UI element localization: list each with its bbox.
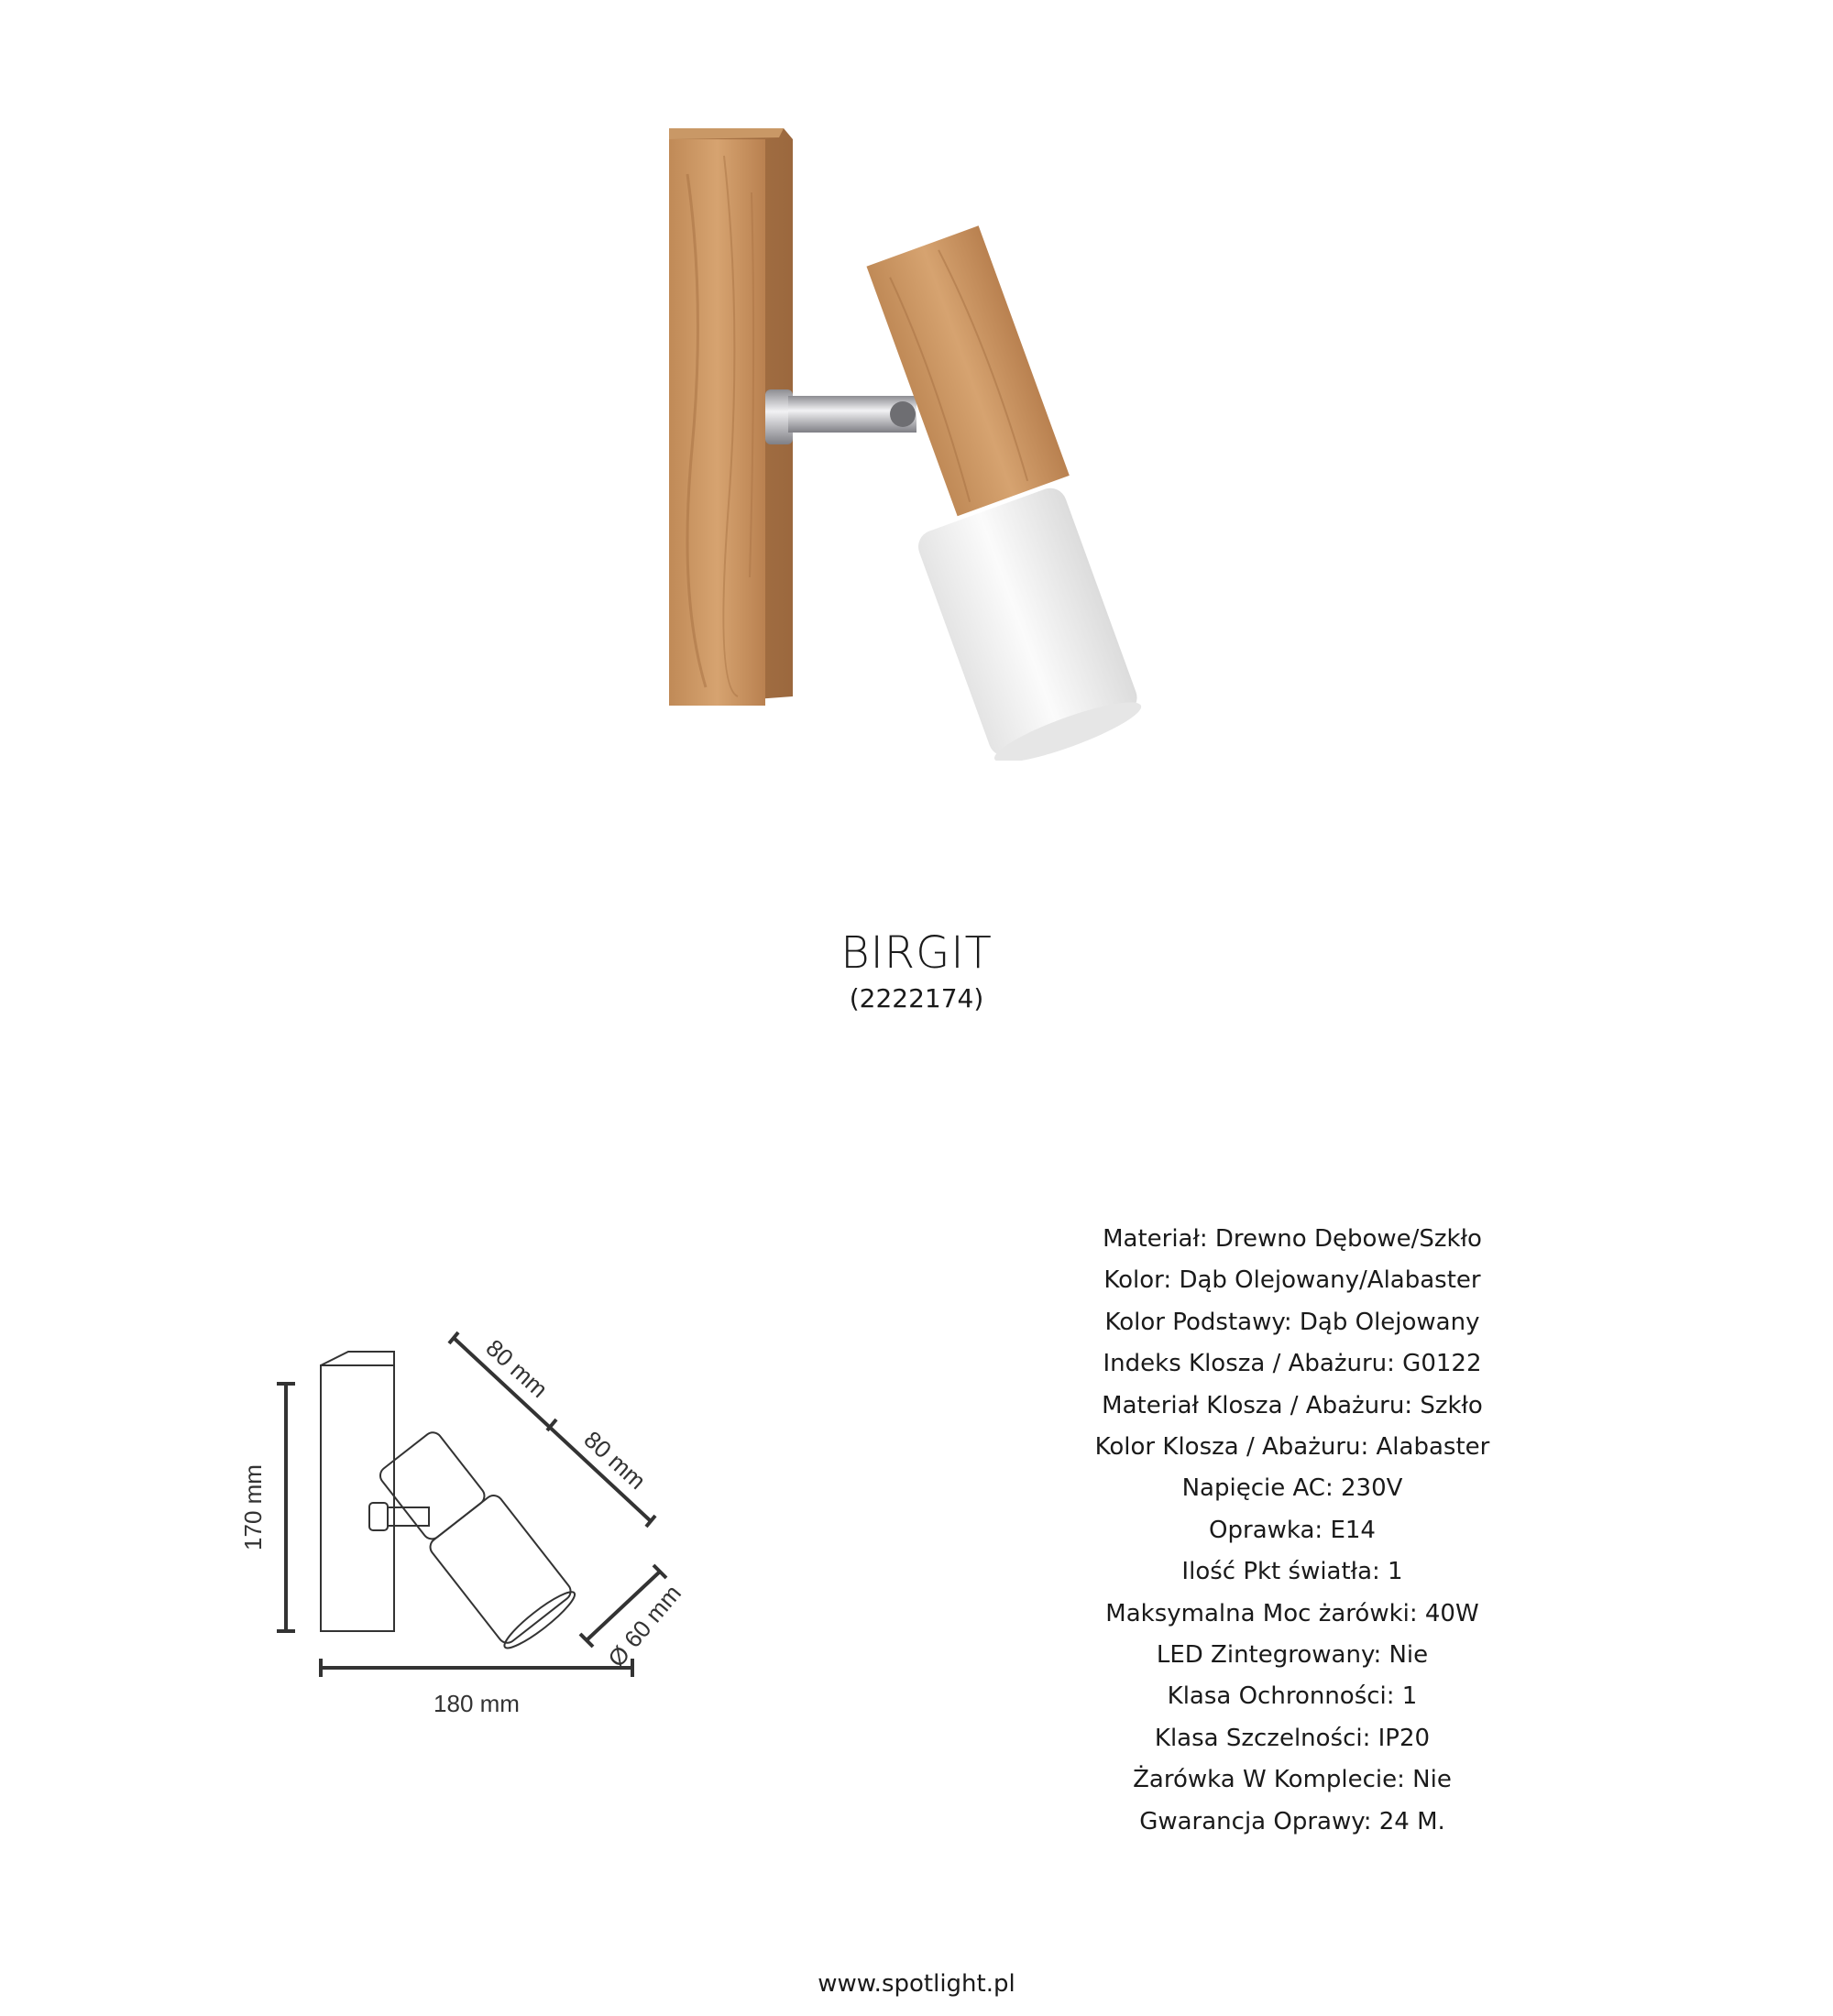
spec-line: Ilość Pkt światła: 1 (1181, 1558, 1403, 1586)
title-block (0, 926, 1833, 1017)
footer-website-link[interactable]: www.spotlight.pl (818, 1970, 1015, 1998)
arm-lower-label: 80 mm (578, 1425, 652, 1496)
height-label: 170 mm (239, 1464, 267, 1550)
metal-arm (765, 389, 916, 444)
height-dimension-line (277, 1384, 295, 1631)
arm-dimension-line (449, 1332, 655, 1527)
width-dimension-line (321, 1659, 632, 1677)
wall-plate-outline (321, 1352, 394, 1631)
spec-line: Indeks Klosza / Abażuru: G0122 (1103, 1350, 1482, 1378)
glass-shade (914, 484, 1146, 761)
spec-line: Gwarancja Oprawy: 24 M. (1139, 1807, 1445, 1835)
lamp-outline (372, 1423, 579, 1654)
arm-outline (369, 1503, 429, 1530)
diameter-label: Ø 60 mm (602, 1579, 686, 1672)
dimension-diagram (220, 1310, 733, 1741)
spec-line: Materiał: Drewno Dębowe/Szkło (1103, 1225, 1482, 1253)
spec-line: Maksymalna Moc żarówki: 40W (1105, 1599, 1479, 1627)
product-code: (2222174) (849, 983, 984, 1013)
spec-line: Oprawka: E14 (1209, 1516, 1376, 1544)
product-photo (642, 119, 1210, 761)
spec-line: Klasa Szczelności: IP20 (1154, 1724, 1431, 1752)
spec-list (1008, 1219, 1576, 1843)
spec-line: Żarówka W Komplecie: Nie (1133, 1766, 1452, 1794)
width-label: 180 mm (434, 1690, 520, 1717)
spec-line: Kolor: Dąb Olejowany/Alabaster (1103, 1266, 1481, 1295)
spec-line: LED Zintegrowany: Nie (1156, 1641, 1429, 1670)
spec-line: Napięcie AC: 230V (1181, 1474, 1403, 1503)
arm-upper-label: 80 mm (480, 1333, 554, 1404)
spec-line: Klasa Ochronności: 1 (1167, 1682, 1418, 1711)
spec-line: Kolor Podstawy: Dąb Olejowany (1104, 1308, 1480, 1336)
spec-line: Materiał Klosza / Abażuru: Szkło (1102, 1391, 1483, 1419)
spec-line: Kolor Klosza / Abażuru: Alabaster (1094, 1433, 1490, 1462)
product-name: BIRGIT (840, 927, 993, 979)
lamp-holder (866, 225, 1069, 516)
